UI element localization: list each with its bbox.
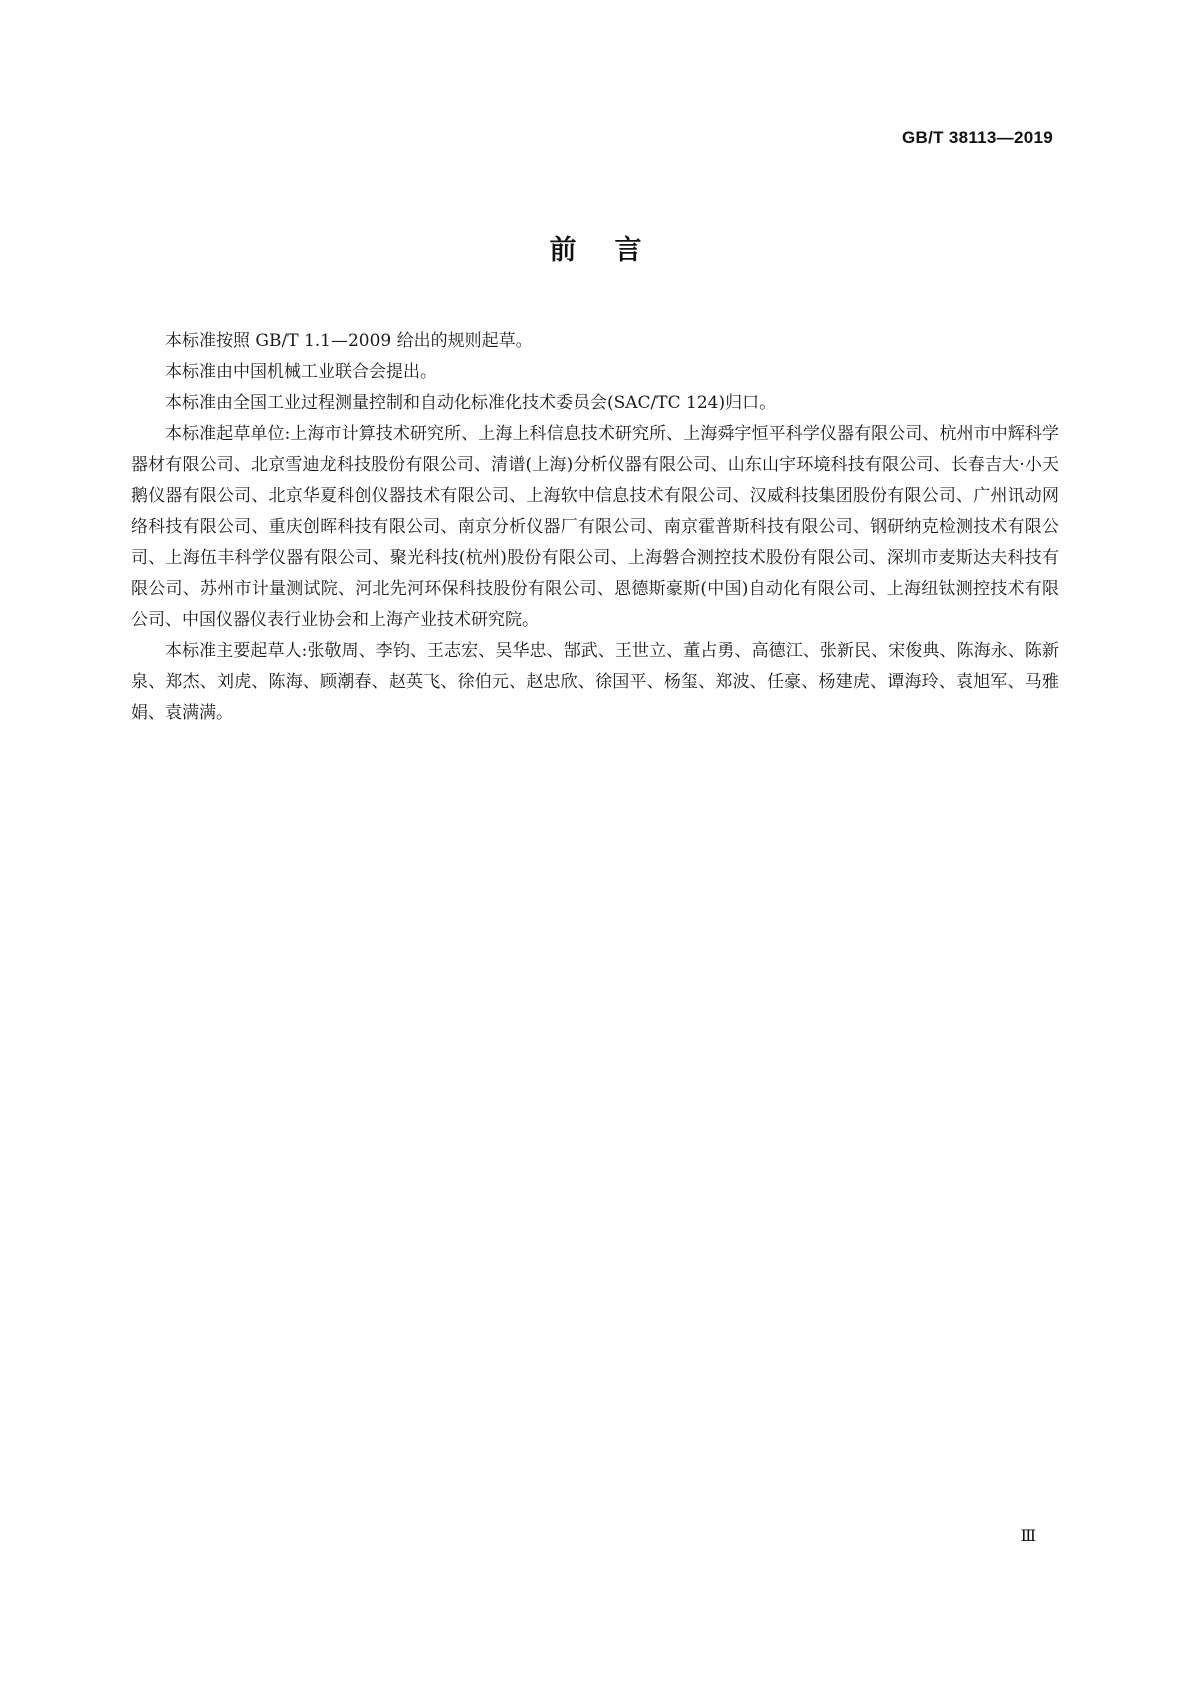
paragraph-drafters: 本标准主要起草人:张敬周、李钧、王志宏、吴华忠、郜武、王世立、董占勇、高德江、张新民、宋俊典、陈海永、陈新泉、郑杰、刘虎、陈海、顾潮春、赵英飞、徐伯元、赵忠欣、徐国平、杨玺、郑波、任豪、杨建虎、谭海玲、袁旭军、马雅娟、袁满满。	[131, 641, 1059, 723]
paragraph-proposer: 本标准由中国机械工业联合会提出。	[165, 362, 437, 382]
page-title: 前言	[549, 235, 680, 266]
page-number: Ⅲ	[1020, 1526, 1036, 1545]
paragraph-committee: 本标准由全国工业过程测量控制和自动化标准化技术委员会(SAC/TC 124)归口。	[165, 393, 777, 413]
foreword-body	[131, 326, 1059, 729]
paragraph-drafting-units: 本标准起草单位:上海市计算技术研究所、上海上科信息技术研究所、上海舜宇恒平科学仪器有限公司、杭州市中辉科学器材有限公司、北京雪迪龙科技股份有限公司、清谱(上海)分析仪器有限公司、山东山宇环境科技有限公司、长春吉大·小天鹅仪器有限公司、北京华夏科创仪器技术有限公司、上海软中信息技术有限公司、汉威科技集团股份有限公司、广州讯动网络科技有限公司、重庆创晖科技有限公司、南京分析仪器厂有限公司、南京霍普斯科技有限公司、钢研纳克检测技术有限公司、上海伍丰科学仪器有限公司、聚光科技(杭州)股份有限公司、上海磐合测控技术股份有限公司、深圳市麦斯达夫科技有限公司、苏州市计量测试院、河北先河环保科技股份有限公司、恩德斯豪斯(中国)自动化有限公司、上海纽钛测控技术有限公司、中国仪器仪表行业协会和上海产业技术研究院。	[131, 424, 1059, 630]
standard-code: GB/T 38113—2019	[902, 128, 1053, 147]
paragraph-drafting-rules: 本标准按照 GB/T 1.1—2009 给出的规则起草。	[165, 331, 533, 351]
